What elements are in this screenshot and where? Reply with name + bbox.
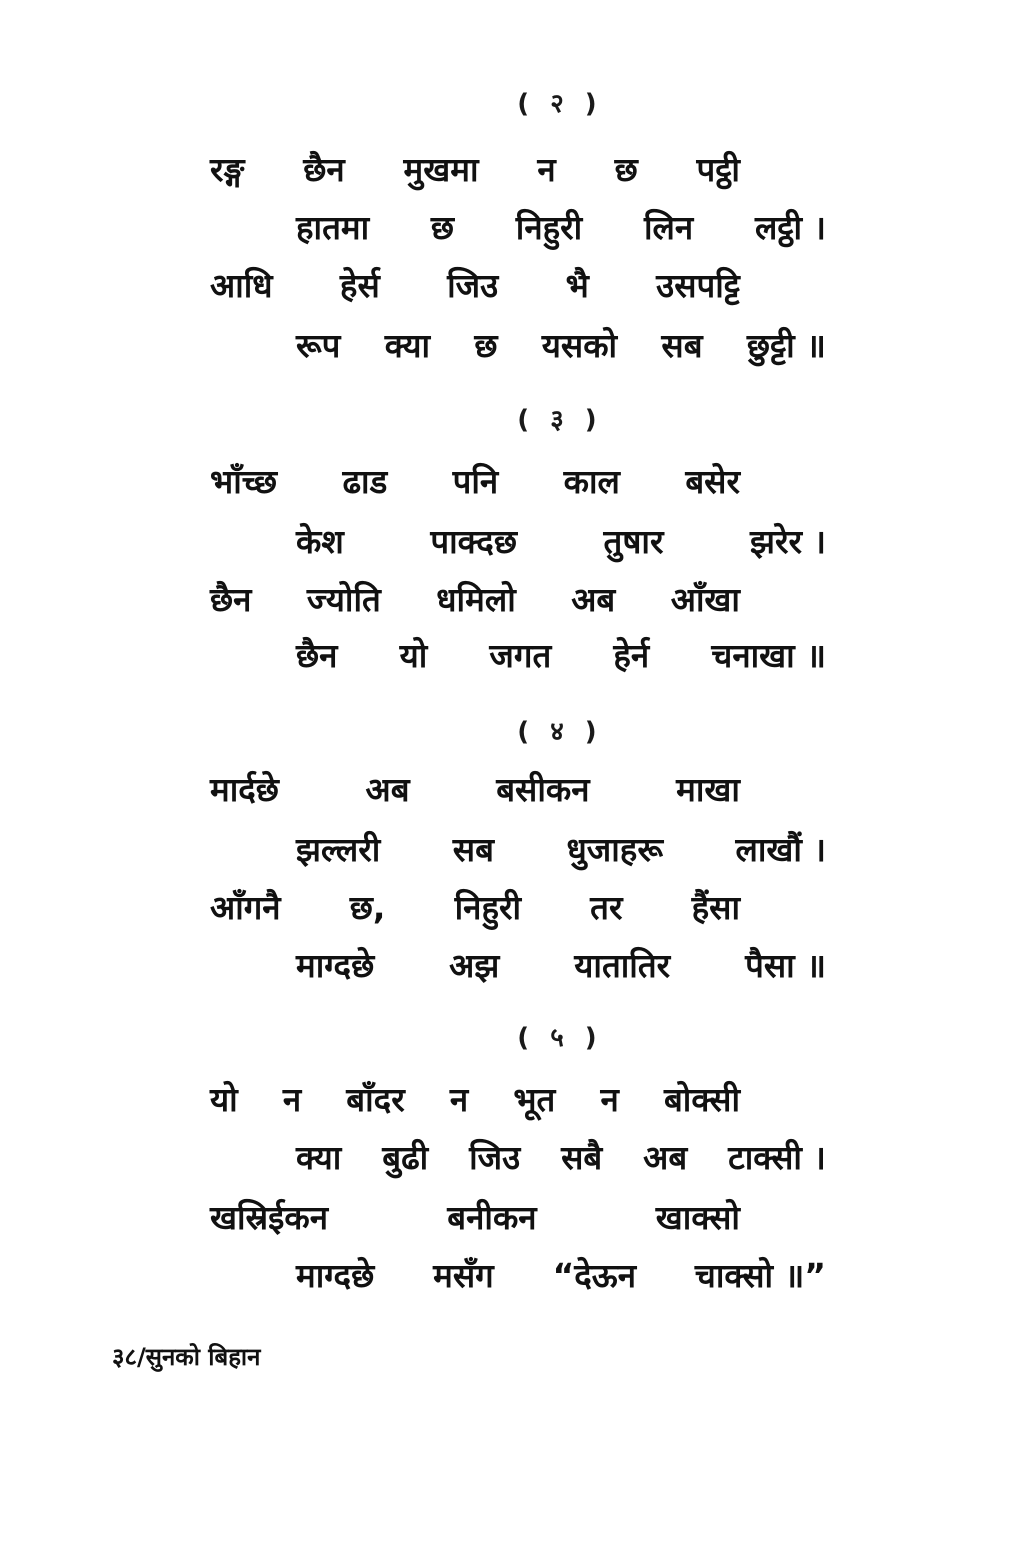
word: माग्दछे [296, 946, 375, 985]
word: न [282, 1080, 302, 1119]
word: आँखा [670, 580, 740, 619]
word: छ [614, 150, 638, 189]
word: उसपट्टि [656, 266, 740, 305]
word: खाक्सो [655, 1198, 740, 1237]
word: लाखौं । [735, 830, 826, 869]
word: बुढी [382, 1138, 429, 1177]
word: सबै [561, 1138, 603, 1177]
poem-line [210, 770, 740, 810]
word: निहुरी [454, 888, 522, 927]
word: सब [661, 326, 703, 365]
poem-line [296, 1256, 826, 1296]
word: बसेर [685, 462, 740, 501]
word: जिउ [469, 1138, 521, 1177]
word: हेर्स [339, 266, 380, 305]
word: लट्ठी । [754, 208, 826, 247]
word: रूप [296, 326, 341, 365]
word: काल [563, 462, 620, 501]
word: अब [571, 580, 616, 619]
stanza-number: ( ४ ) [517, 717, 603, 747]
word: बनीकन [447, 1198, 537, 1237]
word: भूत [513, 1080, 556, 1119]
poem-line [296, 208, 826, 248]
stanza-number: ( २ ) [517, 89, 603, 119]
word: भै [565, 266, 589, 305]
poem-line [210, 888, 740, 928]
word: बसीकन [496, 770, 590, 809]
word: पनि [452, 462, 499, 501]
word: न [600, 1080, 619, 1119]
word: जगत [489, 636, 552, 675]
poem-line [210, 462, 740, 502]
word: ज्योति [306, 580, 381, 619]
word: क्या [296, 1138, 342, 1177]
word: अब [643, 1138, 688, 1177]
word: पाक्दछ [430, 522, 517, 561]
word: क्या [384, 326, 431, 365]
poem-line [210, 1080, 740, 1120]
word: तुषार [603, 522, 664, 561]
stanza-number: ( ५ ) [517, 1023, 603, 1053]
word: हेर्न [613, 636, 650, 675]
word: हैंसा [691, 888, 740, 927]
word: मसँग [433, 1256, 494, 1295]
poem-line [210, 266, 740, 306]
stanza-number: ( ३ ) [517, 405, 603, 435]
poem-line [296, 522, 826, 562]
poem-line [210, 1198, 740, 1238]
word: भाँच्छ [210, 462, 278, 501]
word: चाक्सो ॥” [694, 1256, 826, 1295]
word: जिउ [447, 266, 499, 305]
word: निहुरी [515, 208, 583, 247]
word: छुट्टी ॥ [746, 326, 826, 365]
word: पैसा ॥ [745, 946, 826, 985]
poem-line [296, 946, 826, 986]
word: छ [474, 326, 498, 365]
word: “देऊन [552, 1256, 637, 1295]
word: छैन [296, 636, 338, 675]
page-footer: ३८/सुनको बिहान [112, 1343, 261, 1371]
poem-line [210, 580, 740, 620]
word: यसको [541, 326, 618, 365]
word: आँगनै [210, 888, 281, 927]
word: न [449, 1080, 469, 1119]
word: टाक्सी । [728, 1138, 826, 1177]
word: केश [296, 522, 344, 561]
poem-line [210, 150, 740, 190]
word: पट्ठी [696, 150, 740, 189]
word: मार्दछे [210, 770, 279, 809]
word: आधि [210, 266, 273, 305]
word: धुजाहरू [566, 830, 663, 869]
poem-line [296, 1138, 826, 1178]
word: धमिलो [436, 580, 516, 619]
poem-line [296, 636, 826, 676]
word: छैन [303, 150, 345, 189]
word: लिन [643, 208, 694, 247]
word: बाँदर [346, 1080, 405, 1119]
word: हातमा [296, 208, 370, 247]
word: यातातिर [574, 946, 671, 985]
word: तर [590, 888, 623, 927]
word: सब [452, 830, 494, 869]
word: खस्रिईकन [210, 1198, 329, 1237]
poem-line [296, 830, 826, 870]
word: चनाखा ॥ [711, 636, 826, 675]
word: बोक्सी [663, 1080, 740, 1119]
word: माग्दछे [296, 1256, 375, 1295]
word: रङ्ग [210, 150, 245, 189]
poem-line [296, 326, 826, 366]
word: झल्लरी [296, 830, 381, 869]
word: छ [430, 208, 455, 247]
word: छैन [210, 580, 252, 619]
word: अब [365, 770, 410, 809]
word: ढाड [342, 462, 388, 501]
word: मुखमा [403, 150, 479, 189]
word: यो [210, 1080, 238, 1119]
word: छ, [349, 888, 386, 927]
word: माखा [676, 770, 740, 809]
word: अझ [449, 946, 500, 985]
word: न [537, 150, 556, 189]
word: झरेर । [750, 522, 826, 561]
word: यो [399, 636, 428, 675]
